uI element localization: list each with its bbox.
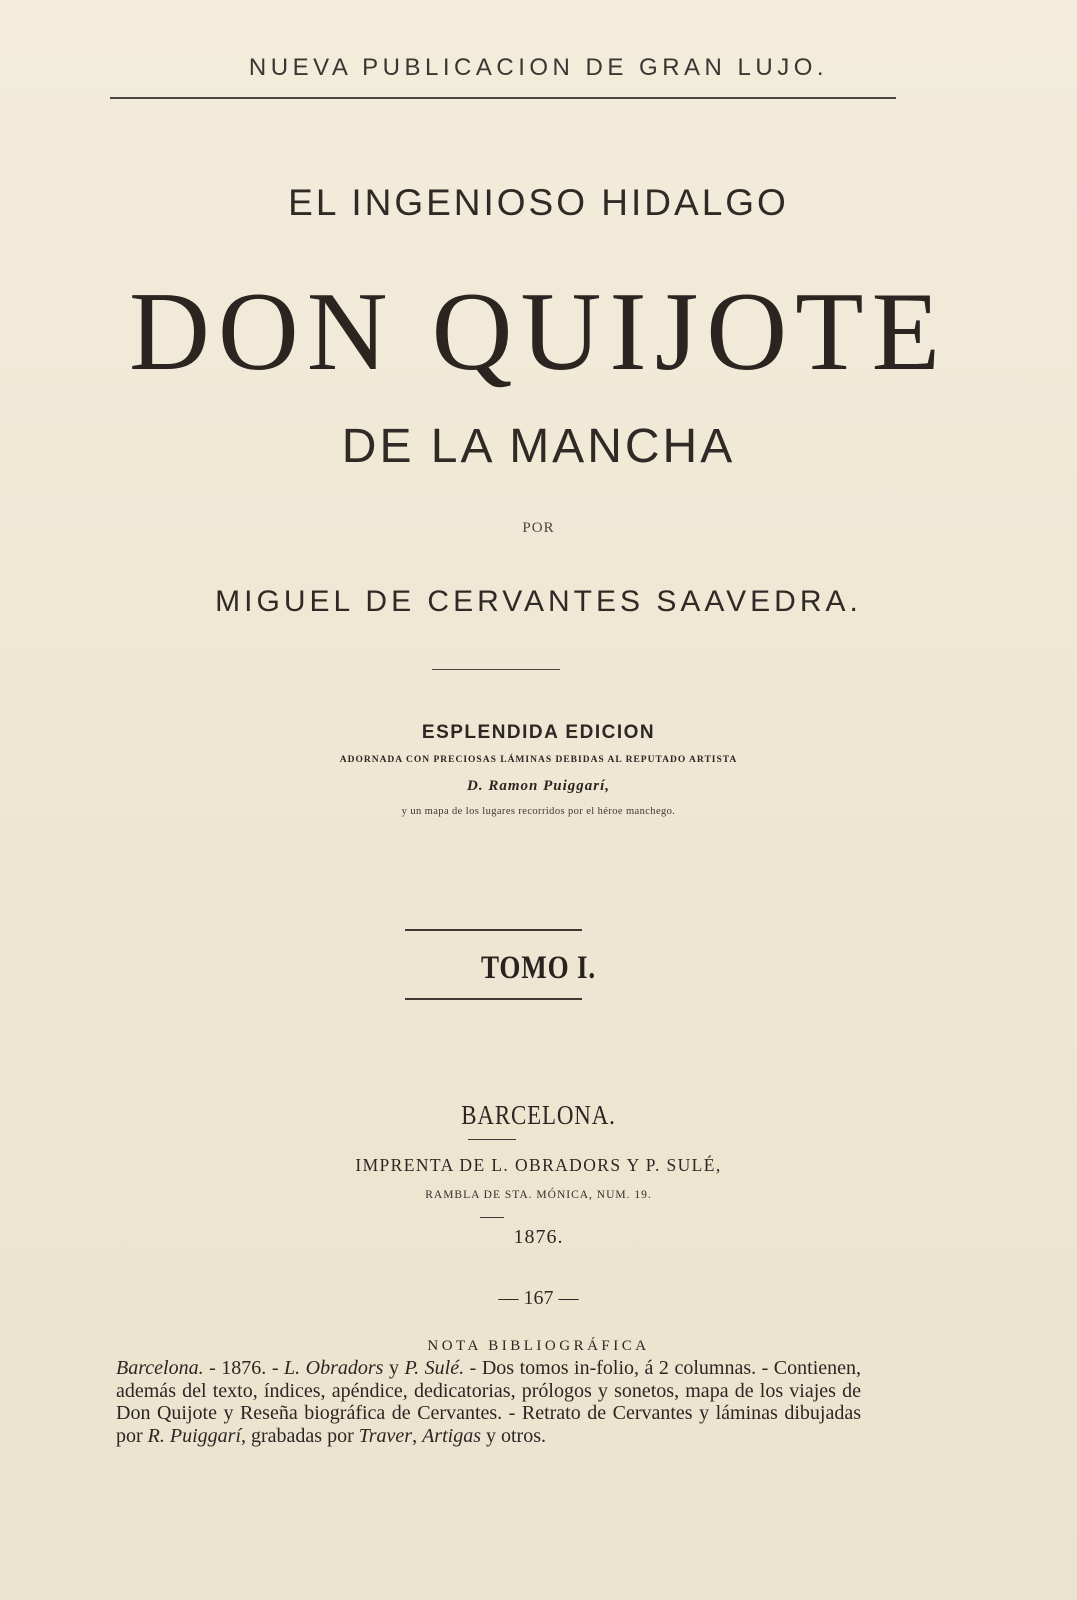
edition-description: ADORNADA CON PRECIOSAS LÁMINAS DEBIDAS AL REPUTADO ARTISTA bbox=[339, 755, 738, 765]
year-rule bbox=[480, 1217, 504, 1218]
publication-note: NUEVA PUBLICACION DE GRAN LUJO. bbox=[248, 54, 829, 81]
volume-label: TOMO I. bbox=[480, 950, 597, 986]
note-segment: grabadas por bbox=[246, 1424, 359, 1447]
note-segment: , bbox=[412, 1424, 423, 1447]
page-number: — 167 — bbox=[498, 1287, 579, 1309]
main-title: DON QUIJOTE bbox=[128, 270, 948, 394]
header-rule bbox=[110, 97, 896, 99]
note-segment: y bbox=[383, 1357, 405, 1379]
by-label: POR bbox=[522, 520, 555, 536]
note-segment: Barcelona. bbox=[116, 1357, 204, 1379]
volume-rule-top bbox=[405, 929, 582, 931]
author-name: MIGUEL DE CERVANTES SAAVEDRA. bbox=[215, 585, 862, 618]
note-segment: - 1876. - bbox=[203, 1357, 284, 1379]
note-segment: y otros. bbox=[481, 1424, 546, 1447]
note-segment: P. Sulé. bbox=[404, 1357, 465, 1379]
note-segment: Artigas bbox=[422, 1424, 481, 1447]
imprint-year: 1876. bbox=[513, 1226, 564, 1248]
imprint-city: BARCELONA. bbox=[461, 1100, 616, 1130]
note-segment: - Dos tomos in-folio, á 2 columnas. - Contienen, además del texto, índices, apéndice, dedicatorias, prólogos y sonetos, mapa de los viajes de Don Quijote y Reseña biográfica de Cervantes. - Retrato de Cervantes y láminas dibujadas por bbox=[116, 1357, 862, 1447]
title-line-3: DE LA MANCHA bbox=[341, 420, 736, 473]
map-note: y un mapa de los lugares recorridos por el héroe manchego. bbox=[401, 806, 676, 817]
note-heading: NOTA BIBLIOGRÁFICA bbox=[427, 1338, 650, 1354]
city-rule bbox=[468, 1139, 516, 1140]
author-rule bbox=[432, 669, 560, 670]
title-line-1: EL INGENIOSO HIDALGO bbox=[288, 182, 789, 223]
edition-title: ESPLENDIDA EDICION bbox=[421, 722, 656, 743]
imprint-address: RAMBLA DE STA. MÓNICA, NUM. 19. bbox=[425, 1189, 652, 1201]
note-segment: R. Puiggarí, bbox=[147, 1424, 247, 1447]
bibliographic-note-body bbox=[116, 1357, 861, 1447]
artist-name: D. Ramon Puiggarí, bbox=[466, 778, 611, 794]
note-segment: L. Obradors bbox=[284, 1357, 384, 1379]
imprint-printer: IMPRENTA DE L. OBRADORS Y P. SULÉ, bbox=[355, 1155, 722, 1175]
volume-rule-bottom bbox=[405, 998, 582, 1000]
note-segment: Traver bbox=[358, 1424, 413, 1447]
